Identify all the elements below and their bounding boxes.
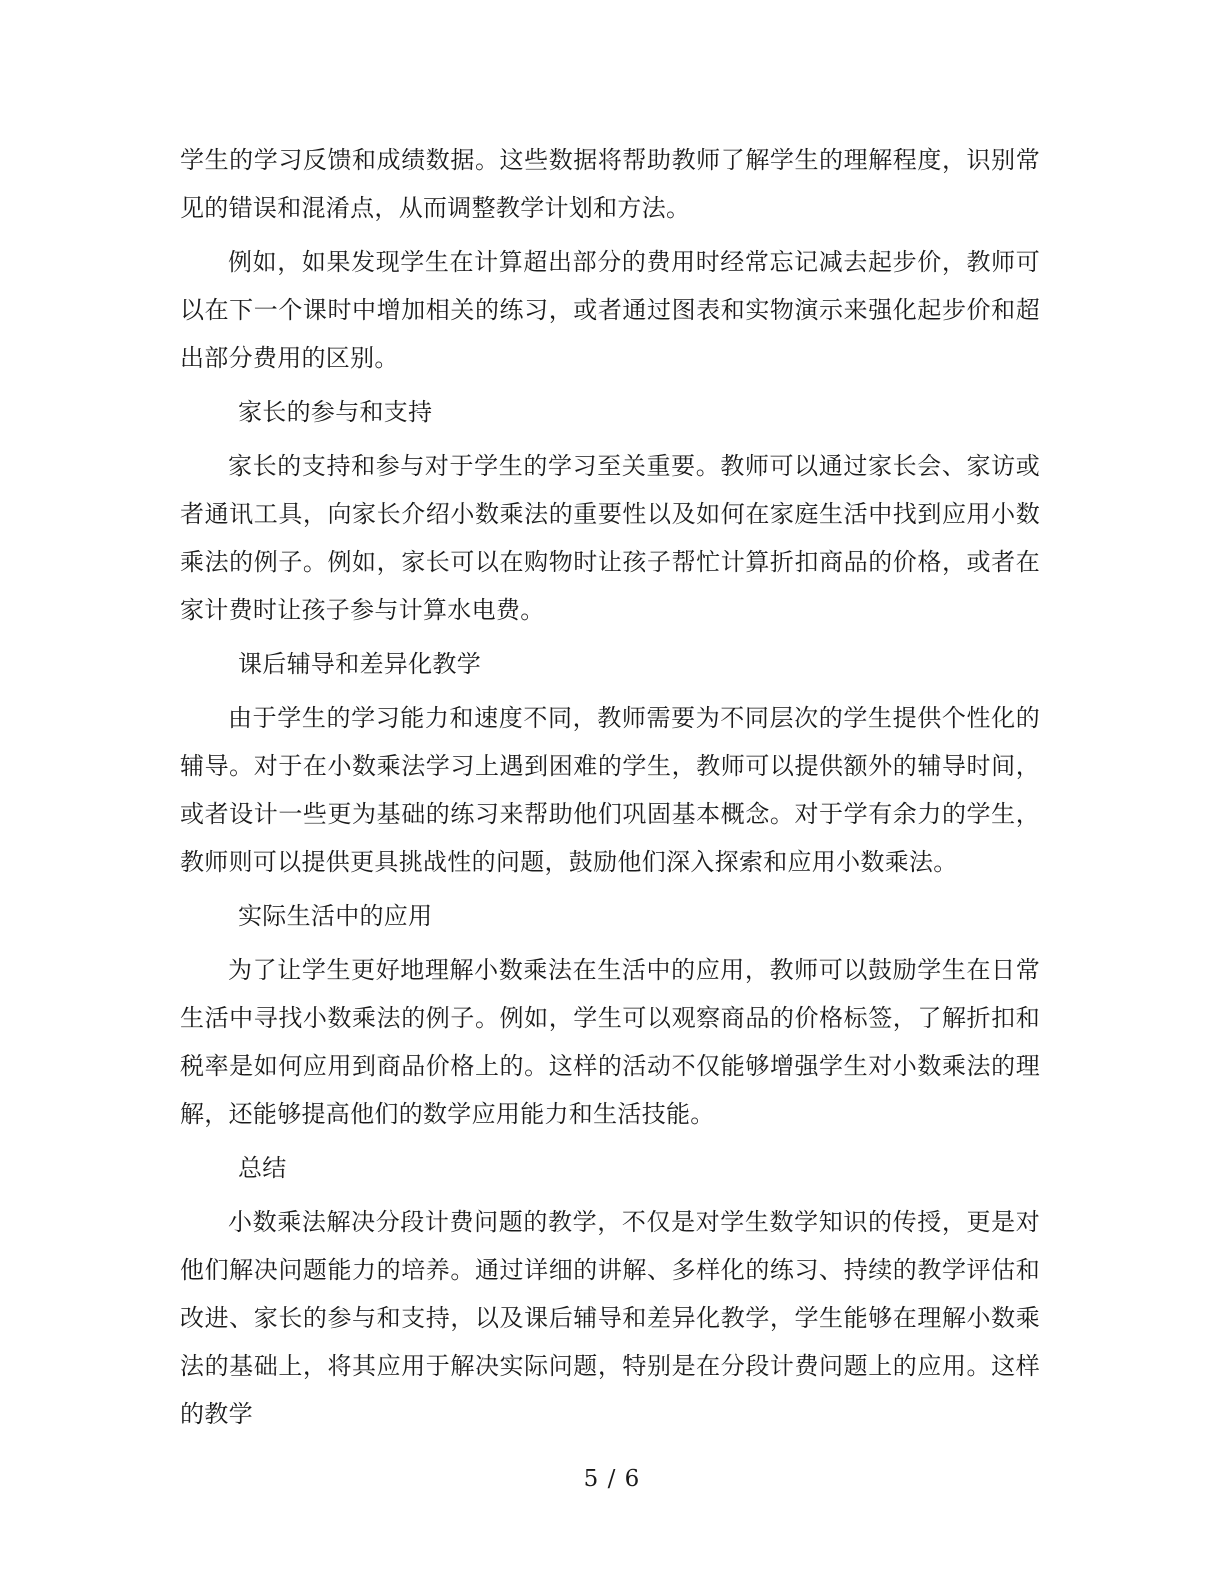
paragraph-tutoring: 由于学生的学习能力和速度不同，教师需要为不同层次的学生提供个性化的辅导。对于在小数乘法学习上遇到困难的学生，教师可以提供额外的辅导时间，或者设计一些更为基础的练习来帮助他们巩固基本概念。对于学有余力的学生，教师则可以提供更具挑战性的问题，鼓励他们深入探索和应用小数乘法。 [180, 704, 1040, 876]
paragraph-summary: 小数乘法解决分段计费问题的教学，不仅是对学生数学知识的传授，更是对他们解决问题能力的培养。通过详细的讲解、多样化的练习、持续的教学评估和改进、家长的参与和支持，以及课后辅导和差异化教学，学生能够在理解小数乘法的基础上，将其应用于解决实际问题，特别是在分段计费问题上的应用。这样的教学 [180, 1208, 1040, 1428]
section-heading-real-life: 实际生活中的应用 [238, 902, 433, 930]
paragraph-example: 例如，如果发现学生在计算超出部分的费用时经常忘记减去起步价，教师可以在下一个课时中增加相关的练习，或者通过图表和实物演示来强化起步价和超出部分费用的区别。 [180, 248, 1040, 372]
section-heading-tutoring: 课后辅导和差异化教学 [238, 650, 481, 678]
paragraph-parents: 家长的支持和参与对于学生的学习至关重要。教师可以通过家长会、家访或者通讯工具，向家长介绍小数乘法的重要性以及如何在家庭生活中找到应用小数乘法的例子。例如，家长可以在购物时让孩子帮忙计算折扣商品的价格，或者在家计费时让孩子参与计算水电费。 [180, 452, 1040, 624]
section-heading-parents: 家长的参与和支持 [238, 398, 433, 426]
paragraph-feedback: 学生的学习反馈和成绩数据。这些数据将帮助教师了解学生的理解程度，识别常见的错误和混淆点，从而调整教学计划和方法。 [180, 146, 1040, 222]
document-body [180, 136, 1040, 1444]
paragraph-real-life: 为了让学生更好地理解小数乘法在生活中的应用，教师可以鼓励学生在日常生活中寻找小数乘法的例子。例如，学生可以观察商品的价格标签，了解折扣和税率是如何应用到商品价格上的。这样的活动不仅能够增强学生对小数乘法的理解，还能够提高他们的数学应用能力和生活技能。 [180, 956, 1040, 1128]
page-number: 5 / 6 [583, 1466, 641, 1492]
section-heading-summary: 总结 [238, 1154, 287, 1182]
